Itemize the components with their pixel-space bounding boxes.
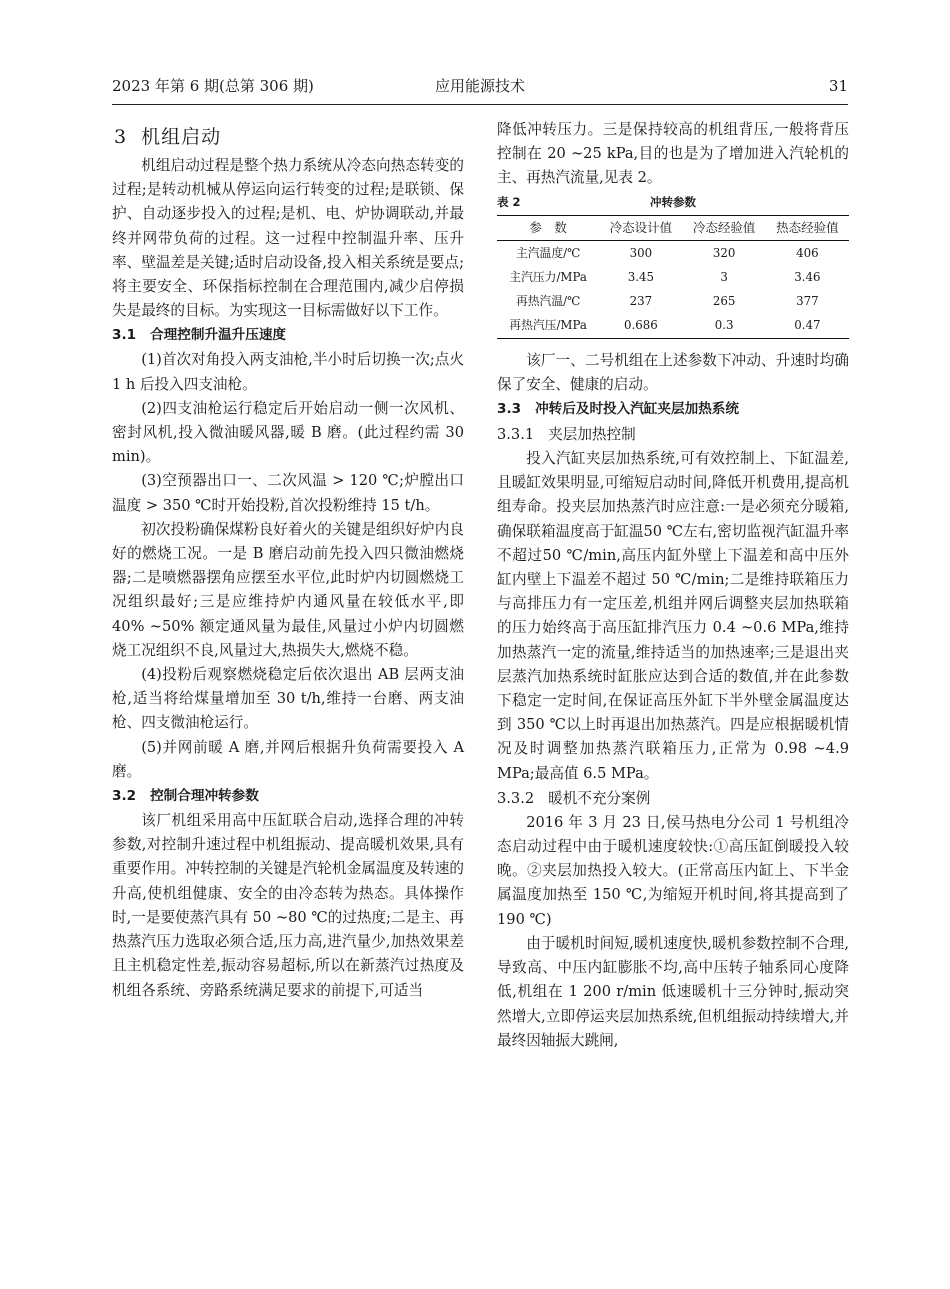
table-cell: 再热汽压/MPa: [509, 318, 587, 333]
section-title: 控制合理冲转参数: [150, 788, 259, 805]
section-title: 机组启动: [141, 126, 222, 148]
table-row: [497, 289, 849, 313]
parameter-table: [497, 215, 849, 339]
table-header-row: [497, 215, 849, 240]
table-cell: 3: [720, 270, 728, 285]
page-header: [112, 74, 848, 105]
paragraph: (1)首次对角投入两支油枪,半小时后切换一次;点火 1 h 后投入四支油枪。: [112, 351, 464, 393]
column-header: 冷态设计值: [609, 219, 673, 235]
section-3-3-2-heading: [497, 786, 849, 811]
table-cell: 3.45: [627, 270, 654, 285]
section-3-3-heading: [497, 397, 849, 422]
paragraph: (3)空预器出口一、二次风温 > 120 ℃;炉膛出口温度 > 350 ℃时开始投粉,首次投粉维持 15 t/h。: [112, 472, 464, 514]
table-cell: 300: [629, 245, 653, 260]
paragraph: 投入汽缸夹层加热系统,可有效控制上、下缸温差,且暖缸效果明显,可缩短启动时间,降低开机费用,提高机组寿命。投夹层加热蒸汽时应注意:一是必须充分暖箱,确保联箱温度高于缸温50 ℃左右,密切监视汽缸温升率不超过50 ℃/min,高压内缸外壁上下温差和高中压外缸内壁上下温差不超过 50 ℃/min;二是维持联箱压力与高排压力有一定压差,机组并网后调整夹层加热联箱的压力始终高于高压缸排汽压力 0.4 ~0.6 MPa,维持加热蒸汽一定的流量,维持适当的加热速率;三是退出夹层蒸汽加热系统时缸胀应达到合适的数值,并在此参数下稳定一定时间,在保证高压外缸下半外壁金属温度达到 350 ℃以上时再退出加热蒸汽。四是应根据暖机情况及时调整加热蒸汽联箱压力,正常为 0.98 ~4.9 MPa;最高值 6.5 MPa。: [497, 450, 849, 782]
page-number: 31: [828, 77, 848, 95]
table-cell: 3.46: [794, 270, 821, 285]
column-header: 参 数: [529, 219, 567, 235]
section-3-intro: 机组启动过程是整个热力系统从冷态向热态转变的过程;是转动机械从停运向运行转变的过程;是联锁、保护、自动逐步投入的过程;是机、电、炉协调联动,并最终并网带负荷的过程。这一过程中控制温升率、压升率、壁温差是关键;适时启动设备,投入相关系统是要点;将主要安全、环保指标控制在合理范围内,减少启停损失是最终的目标。为实现这一目标需做好以下工作。: [112, 157, 464, 320]
table-title: 冲转参数: [650, 194, 696, 209]
paragraph-continued: 降低冲转压力。三是保持较高的机组背压,一般将背压控制在 20 ~25 kPa,目的也是为了增加进入汽轮机的主、再热汽流量,见表 2。: [497, 121, 849, 187]
table-cell: 265: [712, 294, 736, 309]
paragraph: 初次投粉确保煤粉良好着火的关键是组织好炉内良好的燃烧工况。一是 B 磨启动前先投入四只微油燃烧器;二是喷燃器摆角应摆至水平位,此时炉内切圆燃烧工况组织最好;三是应维持炉内通风量在较低水平,即 40% ~50% 额定通风量为最佳,风量过小炉内切圆燃烧工况组织不良,风量过大,热损失大,燃烧不稳。: [112, 520, 464, 659]
table-cell: 主汽压力/MPa: [509, 270, 587, 285]
table-row: [497, 240, 849, 265]
paragraph: 该厂机组采用高中压缸联合启动,选择合理的冲转参数,对控制升速过程中机组振动、提高暖机效果,具有重要作用。冲转控制的关键是汽轮机金属温度及转速的升高,使机组健康、安全的由冷态转为热态。具体操作时,一是要使蒸汽具有 50 ~80 ℃的过热度;二是主、再热蒸汽压力选取必须合适,压力高,进汽量少,加热效果差且主机稳定性差,振动容易超标,所以在新蒸汽过热度及机组各系统、旁路系统满足要求的前提下,可适当: [112, 812, 464, 999]
section-title: 暖机不充分案例: [548, 789, 651, 807]
table-cell: 主汽温度/℃: [515, 245, 581, 260]
paragraph: (4)投粉后观察燃烧稳定后依次退出 AB 层两支油枪,适当将给煤量增加至 30 t/h,维持一台磨、两支油枪、四支微油枪运行。: [112, 666, 464, 732]
table-cell: 0.3: [714, 318, 734, 333]
table-row: [497, 265, 849, 289]
table-number: 表 2: [497, 194, 521, 209]
table-cell: 0.47: [794, 318, 821, 333]
table-cell: 237: [629, 294, 653, 309]
section-number: 3.3.1: [497, 426, 535, 444]
table-cell: 377: [796, 294, 819, 309]
paragraph: 2016 年 3 月 23 日,侯马热电分公司 1 号机组冷态启动过程中由于暖机速度较快:①高压缸倒暖投入较晚。②夹层加热投入较大。(正常高压内缸上、下半金属温度加热至 150 ℃,为缩短开机时间,将其提高到了 190 ℃): [497, 813, 849, 928]
section-title: 冲转后及时投入汽缸夹层加热系统: [535, 401, 739, 418]
paragraph: 该厂一、二号机组在上述参数下冲动、升速时均确保了安全、健康的启动。: [497, 351, 849, 393]
right-column: [497, 118, 849, 1053]
table-cell: 406: [796, 245, 819, 260]
section-number: 3.3.2: [497, 789, 535, 807]
section-3-3-1-heading: [497, 422, 849, 447]
table-caption: [497, 191, 849, 213]
column-header: 热态经验值: [776, 219, 839, 235]
section-title: 夹层加热控制: [548, 426, 636, 444]
paragraph: (5)并网前暖 A 磨,并网后根据升负荷需要投入 A 磨。: [112, 738, 464, 780]
table-cell: 再热汽温/℃: [515, 294, 581, 309]
paragraph: (2)四支油枪运行稳定后开始启动一侧一次风机、密封风机,投入微油暖风器,暖 B 磨。(此过程约需 30 min)。: [112, 399, 464, 466]
section-title: 合理控制升温升压速度: [150, 327, 287, 344]
paragraph: 由于暖机时间短,暖机速度快,暖机参数控制不合理,导致高、中压内缸膨胀不均,高中压转子轴系同心度降低,机组在 1 200 r/min 低速暖机十三分钟时,振动突然增大,立即停运夹层加热系统,但机组振动持续增大,并最终因轴振大跳闸,: [497, 934, 849, 1049]
table-cell: 0.686: [623, 318, 658, 333]
left-column: [112, 118, 464, 1003]
table-cell: 320: [712, 245, 736, 260]
table-row: [497, 313, 849, 338]
section-number: 3.2: [112, 788, 137, 805]
section-number: 3: [114, 126, 128, 148]
section-3-1-heading: [112, 323, 464, 348]
section-3-heading: [114, 122, 464, 152]
issue-info: 2023 年第 6 期(总第 306 期): [112, 77, 314, 95]
journal-title: 应用能源技术: [434, 77, 525, 95]
section-3-2-heading: [112, 784, 464, 809]
column-header: 冷态经验值: [692, 219, 756, 235]
section-number: 3.3: [497, 401, 522, 418]
section-number: 3.1: [112, 327, 137, 344]
